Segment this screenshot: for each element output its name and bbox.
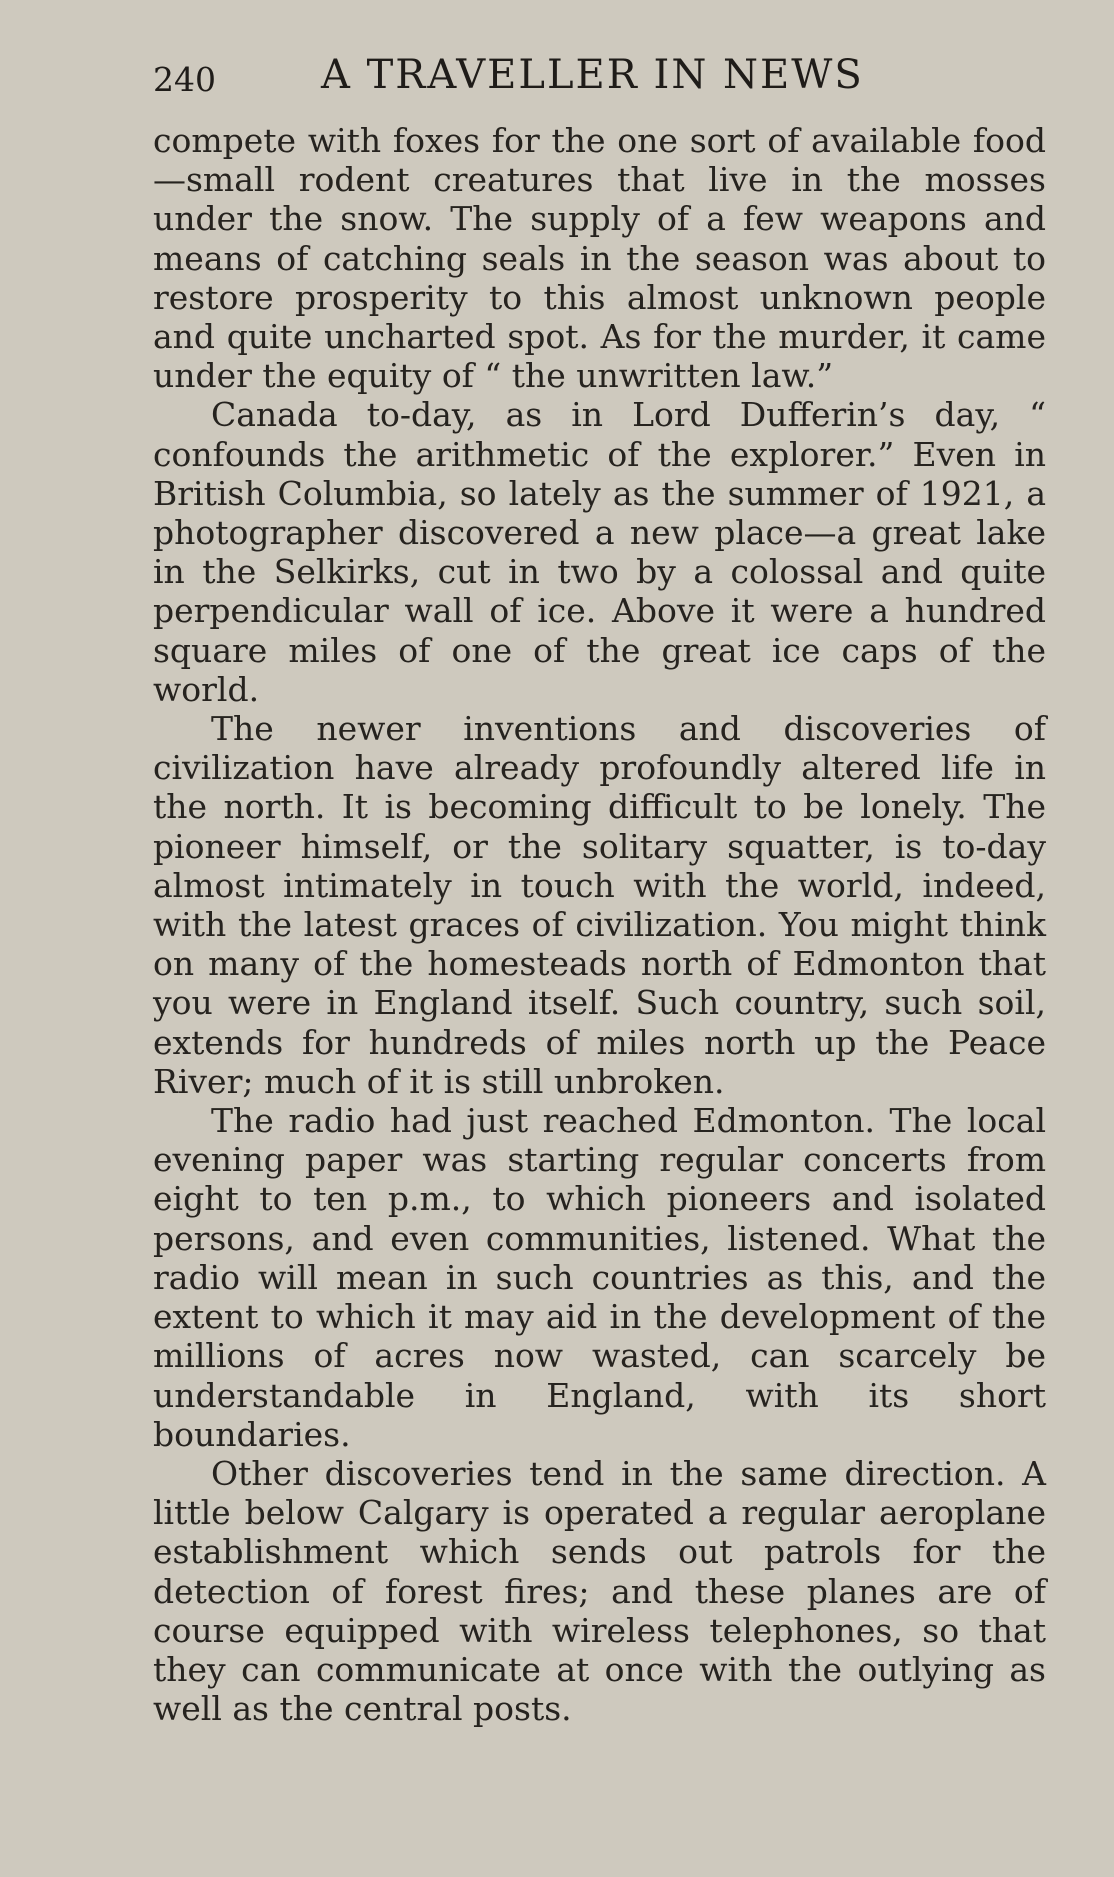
page-header <box>153 52 1046 102</box>
body-text <box>153 121 1046 1728</box>
paragraph-2: Canada to-day, as in Lord Dufferin’s day, “ confounds the arithmetic of the explorer.” Even in British Columbia, so lately as the summer of 1921, a photographer discovered a new place—a great lake in the Selkirks, cut in two by a colossal and quite perpendicular wall of ice. Above it were a hundred square miles of one of the great ice caps of the world. <box>153 395 1046 709</box>
running-head: A TRAVELLER IN NEWS <box>321 52 864 98</box>
paragraph-3: The newer inventions and discoveries of civilization have already profoundly altered life in the north. It is becoming difficult to be lonely. The pioneer himself, or the solitary squatter, is to-day almost intimately in touch with the world, indeed, with the latest graces of civilization. You might think on many of the homesteads north of Edmonton that you were in England itself. Such country, such soil, extends for hundreds of miles north up the Peace River; much of it is still unbroken. <box>153 709 1046 1101</box>
paragraph-1: compete with foxes for the one sort of available food —small rodent creatures that live in the mosses under the snow. The supply of a few weapons and means of catching seals in the season was about to restore prosperity to this almost unknown people and quite uncharted spot. As for the murder, it came under the equity of “ the unwritten law.” <box>153 121 1046 396</box>
paragraph-5: Other discoveries tend in the same direction. A little below Calgary is operated a regular aeroplane establishment which sends out patrols for the detection of forest fires; and these planes are of course equipped with wireless telephones, so that they can communicate at once with the outlying as well as the central posts. <box>153 1453 1046 1729</box>
page-number: 240 <box>153 60 216 99</box>
paragraph-4: The radio had just reached Edmonton. The local evening paper was starting regular concerts from eight to ten p.m., to which pioneers and isolated persons, and even communities, listened. What the radio will mean in such countries as this, and the extent to which it may aid in the development of the millions of acres now wasted, can scarcely be understandable in England, with its short boundaries. <box>153 1101 1046 1454</box>
